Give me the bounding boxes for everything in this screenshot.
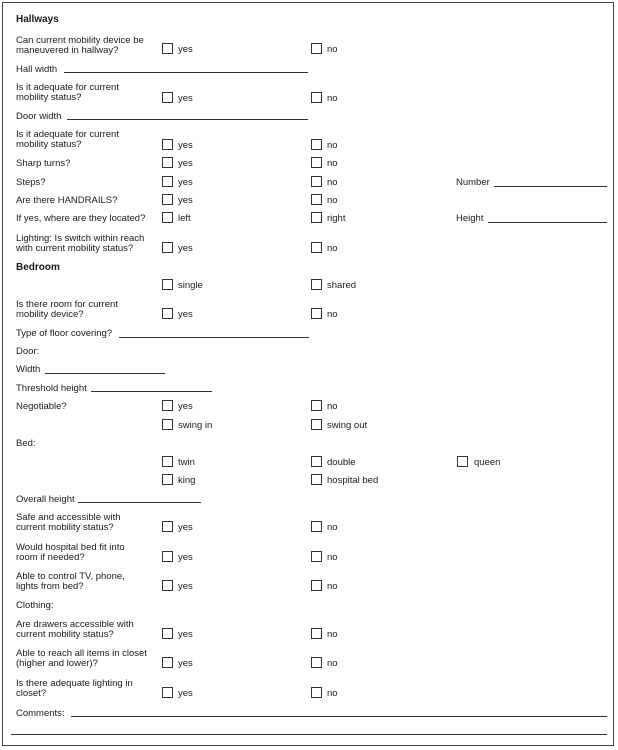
room-question-line1: Is there room for current (16, 299, 118, 310)
room-yes-checkbox[interactable] (162, 308, 173, 319)
swing-out-checkbox[interactable] (311, 419, 322, 430)
negotiable-no-label: no (327, 401, 338, 412)
safe-yes-checkbox[interactable] (162, 521, 173, 532)
swing-out-label: swing out (327, 420, 368, 431)
drawers-no-label: no (327, 629, 338, 640)
door-width-label: Door width (16, 111, 62, 122)
closet-yes-label: yes (178, 658, 193, 669)
handrails-yes-label: yes (178, 195, 193, 206)
swing-in-label: swing in (178, 420, 213, 431)
adequate-door-question-line1: Is it adequate for current (16, 129, 119, 140)
safe-no-label: no (327, 522, 338, 533)
closet-no-checkbox[interactable] (311, 657, 322, 668)
closet-lighting-question-line1: Is there adequate lighting in (16, 678, 133, 689)
king-checkbox[interactable] (162, 474, 173, 485)
drawers-no-checkbox[interactable] (311, 628, 322, 639)
hospital-bed-fit-yes-label: yes (178, 552, 193, 563)
closet-lighting-question-line2: closet? (16, 688, 47, 699)
negotiable-yes-checkbox[interactable] (162, 400, 173, 411)
floor-covering-label: Type of floor covering? (16, 328, 113, 339)
comments-label: Comments: (16, 708, 65, 719)
single-checkbox[interactable] (162, 279, 173, 290)
handrails-right-checkbox[interactable] (311, 212, 322, 223)
control-yes-label: yes (178, 581, 193, 592)
adequate-hall-yes-label: yes (178, 93, 193, 104)
adequate-hall-yes-checkbox[interactable] (162, 92, 173, 103)
closet-lighting-yes-label: yes (178, 688, 193, 699)
adequate-door-no-checkbox[interactable] (311, 139, 322, 150)
handrails-left-label: left (178, 213, 191, 224)
negotiable-yes-label: yes (178, 401, 193, 412)
drawers-question-line1: Are drawers accessible with (16, 619, 134, 630)
closet-lighting-no-label: no (327, 688, 338, 699)
shared-checkbox[interactable] (311, 279, 322, 290)
bed-label: Bed: (16, 438, 36, 449)
closet-question-line1: Able to reach all items in closet (16, 648, 147, 659)
handrails-height-field[interactable] (488, 222, 607, 223)
handrails-question: Are there HANDRAILS? (16, 195, 118, 206)
maneuver-yes-label: yes (178, 44, 193, 55)
handrails-yes-checkbox[interactable] (162, 194, 173, 205)
control-question-line1: Able to control TV, phone, (16, 571, 125, 582)
handrails-no-checkbox[interactable] (311, 194, 322, 205)
double-label: double (327, 457, 356, 468)
maneuver-question-line1: Can current mobility device be (16, 35, 144, 46)
sharp-turns-yes-checkbox[interactable] (162, 157, 173, 168)
room-yes-label: yes (178, 309, 193, 320)
lighting-yes-label: yes (178, 243, 193, 254)
closet-question-line2: (higher and lower)? (16, 658, 98, 669)
hospital-bed-checkbox[interactable] (311, 474, 322, 485)
closet-no-label: no (327, 658, 338, 669)
control-question-line2: lights from bed? (16, 581, 84, 592)
handrails-height-label: Height (456, 213, 484, 224)
queen-label: queen (474, 457, 501, 468)
lighting-question-line1: Lighting: Is switch within reach (16, 233, 145, 244)
steps-yes-label: yes (178, 177, 193, 188)
adequate-hall-question-line2: mobility status? (16, 92, 82, 103)
twin-label: twin (178, 457, 195, 468)
lighting-yes-checkbox[interactable] (162, 242, 173, 253)
twin-checkbox[interactable] (162, 456, 173, 467)
control-no-checkbox[interactable] (311, 580, 322, 591)
hospital-bed-fit-yes-checkbox[interactable] (162, 551, 173, 562)
door-width-field[interactable] (67, 119, 308, 120)
drawers-question-line2: current mobility status? (16, 629, 114, 640)
hall-width-label: Hall width (16, 64, 58, 75)
control-no-label: no (327, 581, 338, 592)
door-label: Door: (16, 346, 40, 357)
steps-number-label: Number (456, 177, 490, 188)
closet-lighting-no-checkbox[interactable] (311, 687, 322, 698)
maneuver-no-checkbox[interactable] (311, 43, 322, 54)
lighting-no-checkbox[interactable] (311, 242, 322, 253)
steps-no-checkbox[interactable] (311, 176, 322, 187)
double-checkbox[interactable] (311, 456, 322, 467)
adequate-door-question-line2: mobility status? (16, 139, 82, 150)
sharp-turns-question: Sharp turns? (16, 158, 71, 169)
control-yes-checkbox[interactable] (162, 580, 173, 591)
handrails-right-label: right (327, 213, 346, 224)
sharp-turns-yes-label: yes (178, 158, 193, 169)
handrails-no-label: no (327, 195, 338, 206)
sharp-turns-no-checkbox[interactable] (311, 157, 322, 168)
adequate-door-no-label: no (327, 140, 338, 151)
safe-question-line1: Safe and accessible with (16, 512, 121, 523)
sharp-turns-no-label: no (327, 158, 338, 169)
threshold-height-field[interactable] (91, 391, 212, 392)
adequate-door-yes-label: yes (178, 140, 193, 151)
single-label: single (178, 280, 203, 291)
closet-yes-checkbox[interactable] (162, 657, 173, 668)
room-no-checkbox[interactable] (311, 308, 322, 319)
lighting-no-label: no (327, 243, 338, 254)
swing-in-checkbox[interactable] (162, 419, 173, 430)
lighting-question-line2: with current mobility status? (16, 243, 134, 254)
room-no-label: no (327, 309, 338, 320)
comments-field-line1[interactable] (71, 716, 607, 717)
steps-question: Steps? (16, 177, 46, 188)
hospital-bed-fit-no-label: no (327, 552, 338, 563)
shared-label: shared (327, 280, 357, 291)
queen-checkbox[interactable] (457, 456, 468, 467)
steps-yes-checkbox[interactable] (162, 176, 173, 187)
hospital-bed-label: hospital bed (327, 475, 379, 486)
threshold-height-label: Threshold height (16, 383, 87, 394)
clothing-label: Clothing: (16, 600, 54, 611)
safe-no-checkbox[interactable] (311, 521, 322, 532)
hall-width-field[interactable] (64, 72, 308, 73)
hallways-heading: Hallways (16, 14, 59, 25)
steps-no-label: no (327, 177, 338, 188)
negotiable-no-checkbox[interactable] (311, 400, 322, 411)
steps-number-field[interactable] (494, 186, 607, 187)
overall-height-label: Overall height (16, 494, 75, 505)
closet-lighting-yes-checkbox[interactable] (162, 687, 173, 698)
handrails-location-question: If yes, where are they located? (16, 213, 146, 224)
adequate-hall-no-label: no (327, 93, 338, 104)
negotiable-question: Negotiable? (16, 401, 67, 412)
hospital-bed-fit-no-checkbox[interactable] (311, 551, 322, 562)
adequate-hall-no-checkbox[interactable] (311, 92, 322, 103)
hospital-bed-question-line2: room if needed? (16, 552, 85, 563)
floor-covering-field[interactable] (119, 337, 309, 338)
maneuver-question-line2: maneuvered in hallway? (16, 45, 119, 56)
width-field[interactable] (45, 373, 165, 374)
maneuver-no-label: no (327, 44, 338, 55)
maneuver-yes-checkbox[interactable] (162, 43, 173, 54)
safe-yes-label: yes (178, 522, 193, 533)
room-question-line2: mobility device? (16, 309, 84, 320)
drawers-yes-label: yes (178, 629, 193, 640)
adequate-door-yes-checkbox[interactable] (162, 139, 173, 150)
drawers-yes-checkbox[interactable] (162, 628, 173, 639)
adequate-hall-question-line1: Is it adequate for current (16, 82, 119, 93)
safe-question-line2: current mobility status? (16, 522, 114, 533)
handrails-left-checkbox[interactable] (162, 212, 173, 223)
overall-height-field[interactable] (78, 502, 201, 503)
hospital-bed-question-line1: Would hospital bed fit into (16, 542, 125, 553)
king-label: king (178, 475, 196, 486)
comments-field-line2[interactable] (11, 734, 607, 735)
bedroom-heading: Bedroom (16, 262, 60, 273)
width-label: Width (16, 364, 41, 375)
